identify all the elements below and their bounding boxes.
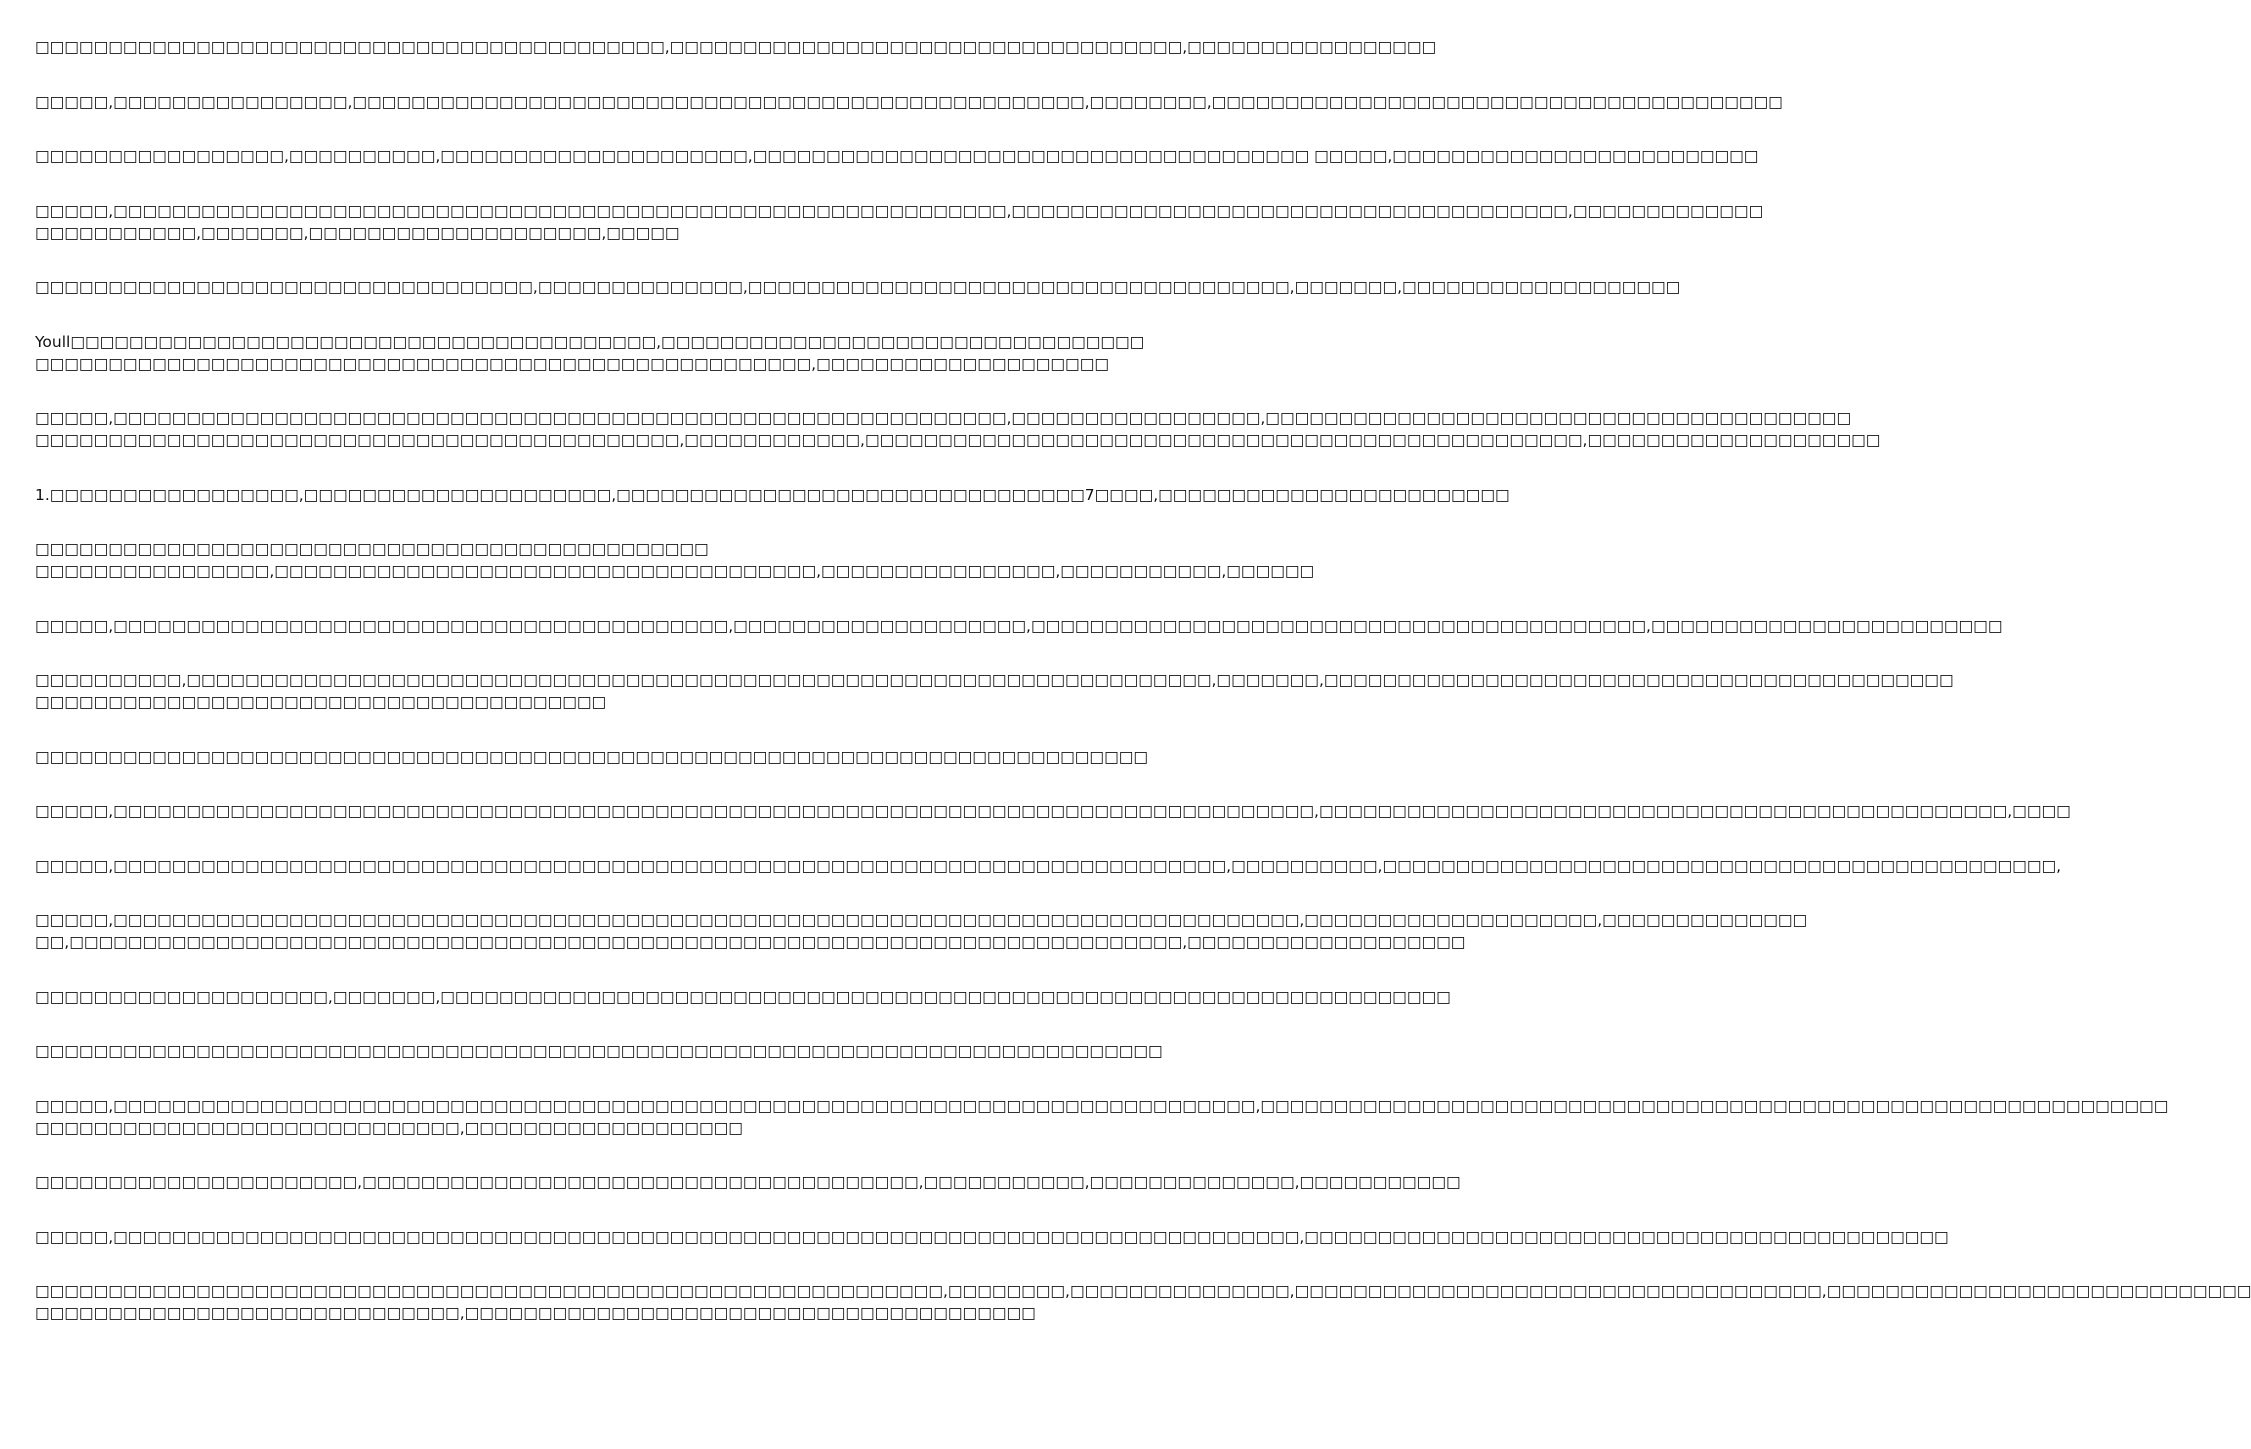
- text-line: □□□□□□□□□□□□□□□□□□□□□□□□□□□□□,□□□□□□□□□□□□□□□□□□□: [35, 1118, 743, 1137]
- text-line: □□□□□□□□□□□□□□□□□□□□□□□□□□□□□,□□□□□□□□□□□□□□□□□□□□□□□□□□□□□□□□□□□□□□□: [35, 1304, 1036, 1322]
- text-line: □□□□□,□□□□□□□□□□□□□□□□□□□□□□□□□□□□□□□□□□□□□□□□□□□□□□□□□□□□□□□□□□□□□□□□□□□□□□□□□□□□□□,□□□□□□□□□□□□□□□□□□□□□□□□□□□□□□□□□□□□□□□□□□□□□□□□□□□□□□□□□□□□□□: [35, 1096, 2169, 1115]
- paragraph: [35, 484, 1510, 506]
- text-line: □□□□□□□□□□□□□□□□,□□□□□□□□□□□□□□□□□□□□□□□□□□□□□□□□□□□□□,□□□□□□□□□□□□□□□□,□□□□□□□□□□□,□□□□□□: [35, 562, 1315, 580]
- text-line: □□□□□□□□□□□□□□□□□□□□□□□□□□□□□□□□□□□□□□□□□□□□,□□□□□□□□□□□□,□□□□□□□□□□□□□□□□□□□□□□□□□□□□□□□□□□□□□□□□□□□□□□□□□,□□□□□□□□□□□□□□□□□□□□: [35, 431, 1881, 449]
- paragraph: [35, 1040, 1163, 1062]
- text-line: Youll□□□□□□□□□□□□□□□□□□□□□□□□□□□□□□□□□□□□□□□□,□□□□□□□□□□□□□□□□□□□□□□□□□□□□□□□□□: [35, 332, 1145, 351]
- text-line: □□□□□□□□□□□□□□□□□□□□,□□□□□□□,□□□□□□□□□□□□□□□□□□□□□□□□□□□□□□□□□□□□□□□□□□□□□□□□□□□□□□□□□□□□□□□□□□□□□: [35, 987, 1451, 1006]
- document-page: [35, 36, 2251, 1357]
- text-line: □□□□□,□□□□□□□□□□□□□□□□□□□□□□□□□□□□□□□□□□□□□□□□□□□□□□□□□□□□□□□□□□□□□□□□□□□□□□□□□□□□,□□□□□□□□□□,□□□□□□□□□□□□□□□□□□□□□□□□□□□□□□□□□□□□□□□□□□□□□□,: [35, 856, 2062, 875]
- text-line: 1.□□□□□□□□□□□□□□□□□,□□□□□□□□□□□□□□□□□□□□□,□□□□□□□□□□□□□□□□□□□□□□□□□□□□□□□□7□□□□,□□□□□□□□□□□□□□□□□□□□□□□□: [35, 485, 1510, 504]
- text-line: □□□□□,□□□□□□□□□□□□□□□□□□□□□□□□□□□□□□□□□□□□□□□□□□□□□□□□□□□□□□□□□□□□□□□□□□□□□□□□□□□□□□□□□,□□□□□□□□□□□□□□□□□□□□,□□□□□□□□□□□□□□: [35, 911, 1808, 929]
- text-line: □□□□□,□□□□□□□□□□□□□□□□□□□□□□□□□□□□□□□□□□□□□□□□□□,□□□□□□□□□□□□□□□□□□□□,□□□□□□□□□□□□□□□□□□□□□□□□□□□□□□□□□□□□□□□□□□,□□□□□□□□□□□□□□□□□□□□□□□□: [35, 616, 2003, 635]
- text-line: □□□□□□□□□□□□□□□□□□□□□□□□□□□□□□□□□□□□□□□□□□□,□□□□□□□□□□□□□□□□□□□□□□□□□□□□□□□□□□□,□□□□□□□□□□□□□□□□□: [35, 38, 1437, 56]
- paragraph: [35, 276, 1681, 298]
- paragraph: [35, 331, 1145, 375]
- paragraph: [35, 909, 1808, 953]
- paragraph: [35, 200, 1764, 244]
- paragraph: [35, 855, 2062, 877]
- paragraph: [35, 407, 1881, 451]
- paragraph: [35, 36, 1437, 58]
- text-line: □□□□□,□□□□□□□□□□□□□□□□□□□□□□□□□□□□□□□□□□□□□□□□□□□□□□□□□□□□□□□□□□□□□□□□□□□□□□□□□□□□□□□□□,□□□□□□□□□□□□□□□□□□□□□□□□□□□□□□□□□□□□□□□□□□□□: [35, 1227, 1949, 1246]
- paragraph: [35, 1226, 1949, 1248]
- text-line: □□□□□□□□□□□□□□□□□□□□□□□□□□□□□□□□□□,□□□□□□□□□□□□□□,□□□□□□□□□□□□□□□□□□□□□□□□□□□□□□□□□□□□□,□□□□□□□,□□□□□□□□□□□□□□□□□□□: [35, 278, 1681, 296]
- paragraph: [35, 1280, 2251, 1324]
- paragraph: [35, 746, 1149, 768]
- paragraph: [35, 1095, 2169, 1139]
- text-line: □□□□□□□□□□□□□□□□□□□□□□□□□□□□□□□□□□□□□□□□□□□□□□: [35, 540, 709, 558]
- paragraph: [35, 1171, 1461, 1193]
- paragraph: [35, 91, 1783, 113]
- paragraph: [35, 538, 1315, 582]
- text-line: □□□□□,□□□□□□□□□□□□□□□□□□□□□□□□□□□□□□□□□□□□□□□□□□□□□□□□□□□□□□□□□□□□□,□□□□□□□□□□□□□□□□□□□□□□□□□□□□□□□□□□□□□□,□□□□□□□□□□□□□: [35, 201, 1764, 220]
- text-line: □□□□□,□□□□□□□□□□□□□□□□,□□□□□□□□□□□□□□□□□□□□□□□□□□□□□□□□□□□□□□□□□□□□□□□□□□,□□□□□□□□,□□□□□□□□□□□□□□□□□□□□□□□□□□□□□□□□□□□□□□□: [35, 92, 1783, 111]
- text-line: □□□□□□□□□□□□□□□□□□□□□□□□□□□□□□□□□□□□□□□□□□□□□□□□□□□□□□□□□□□□□□□□□□□□□□□□□□□□□: [35, 1042, 1163, 1060]
- text-line: □□□□□□□□□□□□□□□□□,□□□□□□□□□□,□□□□□□□□□□□□□□□□□□□□□,□□□□□□□□□□□□□□□□□□□□□□□□□□□□□□□□□□□□□□ □□□□□,□□□□□□□□□□□□□□□□□□□□□□□□□: [35, 147, 1759, 165]
- text-line: □□,□□□□□□□□□□□□□□□□□□□□□□□□□□□□□□□□□□□□□□□□□□□□□□□□□□□□□□□□□□□□□□□□□□□□□□□□□□□□,□□□□□□□□□□□□□□□□□□□: [35, 933, 1466, 951]
- text-line: □□□□□□□□□□,□□□□□□□□□□□□□□□□□□□□□□□□□□□□□□□□□□□□□□□□□□□□□□□□□□□□□□□□□□□□□□□□□□□□□□,□□□□□□□,□□□□□□□□□□□□□□□□□□□□□□□□□□□□□□□□□□□□□□□□□□□: [35, 671, 1954, 689]
- text-line: □□□□□□□□□□□□□□□□□□□□□□□□□□□□□□□□□□□□□□□□□□□□□□□□□□□□□□□□□□□□□□□□□□□□□□□□□□□□: [35, 747, 1149, 766]
- text-line: □□□□□□□□□□□□□□□□□□□□□□,□□□□□□□□□□□□□□□□□□□□□□□□□□□□□□□□□□□□□□,□□□□□□□□□□□,□□□□□□□□□□□□□□,□□□□□□□□□□□: [35, 1173, 1461, 1191]
- paragraph: [35, 615, 2003, 637]
- paragraph: [35, 986, 1451, 1008]
- text-line: □□□□□□□□□□□□□□□□□□□□□□□□□□□□□□□□□□□□□□□: [35, 693, 607, 711]
- paragraph: [35, 800, 2071, 822]
- text-line: □□□□□,□□□□□□□□□□□□□□□□□□□□□□□□□□□□□□□□□□□□□□□□□□□□□□□□□□□□□□□□□□□□□,□□□□□□□□□□□□□□□□□,□□□□□□□□□□□□□□□□□□□□□□□□□□□□□□□□□□□□□□□□: [35, 409, 1852, 427]
- paragraph: [35, 145, 1759, 167]
- paragraph: [35, 669, 1954, 713]
- text-line: □□□□□□□□□□□□□□□□□□□□□□□□□□□□□□□□□□□□□□□□□□□□□□□□□□□□□□□□□□□□□□,□□□□□□□□,□□□□□□□□□□□□□□□,□□□□□□□□□□□□□□□□□□□□□□□□□□□□□□□□□□□□,□□□□□□□□□□□□□□□□□□□□□□□□□□□□□: [35, 1282, 2251, 1300]
- text-line: □□□□□□□□□□□,□□□□□□□,□□□□□□□□□□□□□□□□□□□□,□□□□□: [35, 223, 680, 242]
- text-line: □□□□□,□□□□□□□□□□□□□□□□□□□□□□□□□□□□□□□□□□□□□□□□□□□□□□□□□□□□□□□□□□□□□□□□□□□□□□□□□□□□□□□□□□,□□□□□□□□□□□□□□□□□□□□□□□□□□□□□□□□□□□□□□□□□□□□□□□,□□□□: [35, 802, 2071, 820]
- text-line: □□□□□□□□□□□□□□□□□□□□□□□□□□□□□□□□□□□□□□□□□□□□□□□□□□□□□,□□□□□□□□□□□□□□□□□□□□: [35, 354, 1109, 373]
